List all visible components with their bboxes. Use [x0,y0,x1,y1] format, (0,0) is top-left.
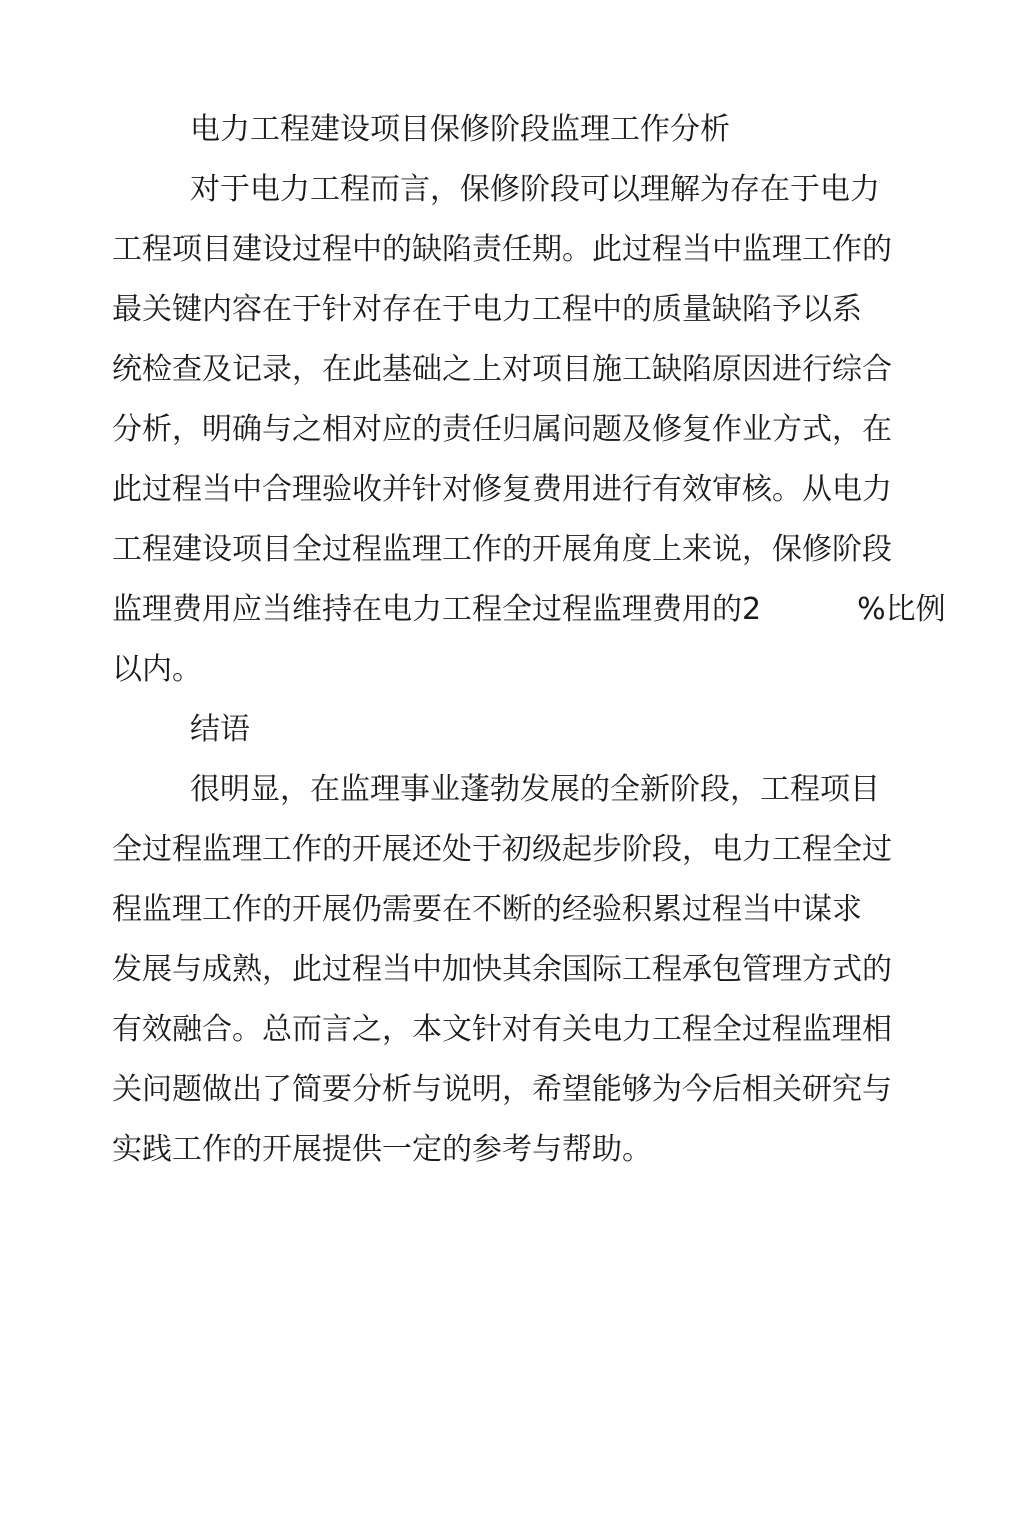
conclusion-heading: 结语 [190,712,250,747]
paragraph-line: 此过程当中合理验收并针对修复费用进行有效审核。从电力 [112,472,892,507]
paragraph-line: 有效融合。总而言之，本文针对有关电力工程全过程监理相 [112,1012,892,1047]
paragraph-line: 关问题做出了简要分析与说明，希望能够为今后相关研究与 [112,1072,892,1107]
paragraph-line: 全过程监理工作的开展还处于初级起步阶段，电力工程全过 [112,832,892,867]
paragraph-line: 程监理工作的开展仍需要在不断的经验积累过程当中谋求 [112,892,862,927]
paragraph-line [112,590,946,630]
line-text-before-gap: 监理费用应当维持在电力工程全过程监理费用的2 [112,592,762,627]
paragraph-line: 分析，明确与之相对应的责任归属问题及修复作业方式，在 [112,412,892,447]
paragraph-line: 工程建设项目全过程监理工作的开展角度上来说，保修阶段 [112,532,892,567]
line-text-after-gap: %比例 [857,592,946,627]
document-title: 电力工程建设项目保修阶段监理工作分析 [190,112,730,147]
paragraph-line: 对于电力工程而言，保修阶段可以理解为存在于电力 [190,172,880,207]
paragraph-line: 发展与成熟，此过程当中加快其余国际工程承包管理方式的 [112,952,892,987]
paragraph-line: 实践工作的开展提供一定的参考与帮助。 [112,1132,652,1167]
paragraph-line: 很明显，在监理事业蓬勃发展的全新阶段，工程项目 [190,772,880,807]
paragraph-line: 以内。 [112,652,202,687]
paragraph-line: 统检查及记录，在此基础之上对项目施工缺陷原因进行综合 [112,352,892,387]
paragraph-line: 最关键内容在于针对存在于电力工程中的质量缺陷予以系 [112,292,862,327]
paragraph-line: 工程项目建设过程中的缺陷责任期。此过程当中监理工作的 [112,232,892,267]
